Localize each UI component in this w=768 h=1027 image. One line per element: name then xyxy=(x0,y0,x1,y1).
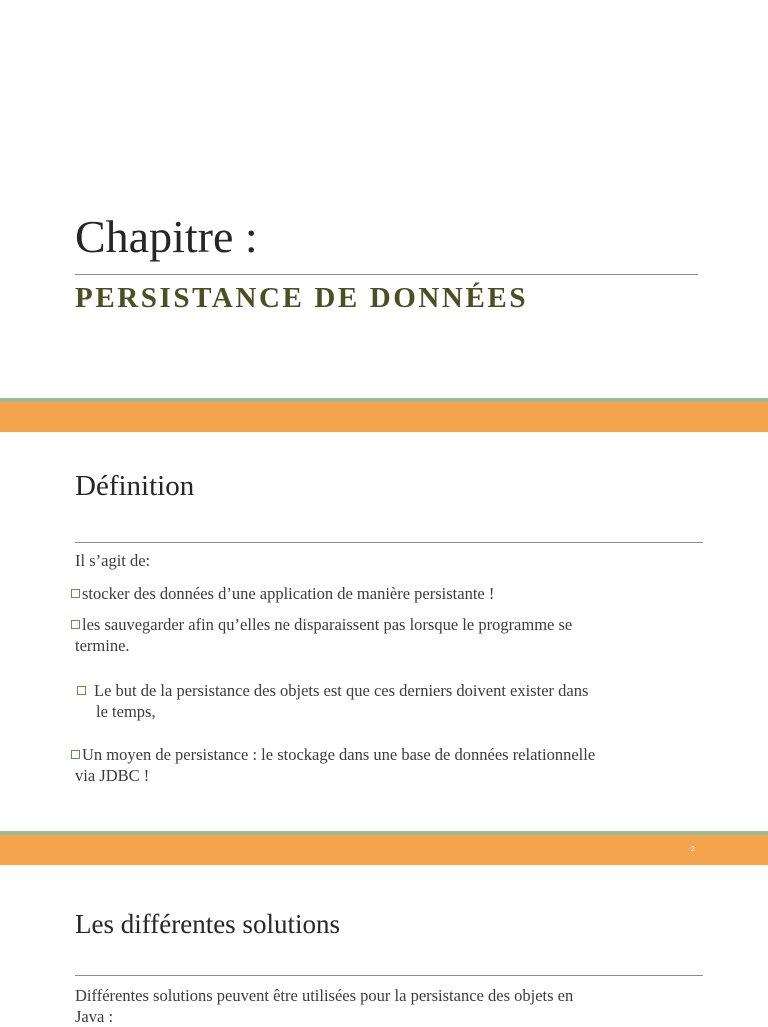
definition-heading: Définition xyxy=(75,470,195,502)
chapter-title: Chapitre : xyxy=(75,211,258,262)
solutions-heading: Les différentes solutions xyxy=(75,909,340,939)
list-item-text: Le but de la persistance des objets est que ces derniers doivent exister dans xyxy=(94,681,589,700)
list-item-continuation: via JDBC ! xyxy=(75,766,150,785)
chapter-subtitle: PERSISTANCE DE DONNÉES xyxy=(75,282,529,314)
checkbox-square-icon xyxy=(77,686,86,695)
solutions-body-line: Java : xyxy=(75,1007,114,1026)
list-item xyxy=(71,583,494,604)
title-divider xyxy=(75,274,698,275)
definition-divider xyxy=(75,542,703,543)
slide-separator-band xyxy=(0,402,768,432)
checkbox-square-icon xyxy=(71,750,80,759)
list-item-continuation: le temps, xyxy=(96,702,156,721)
list-item-text: stocker des données d’une application de manière persistante ! xyxy=(82,584,495,603)
checkbox-square-icon xyxy=(71,589,80,598)
list-item xyxy=(71,614,572,635)
page-number: 2 xyxy=(691,846,695,853)
solutions-body-line: Différentes solutions peuvent être utilisées pour la persistance des objets en xyxy=(75,986,574,1005)
list-item-text: Un moyen de persistance : le stockage dans une base de données relationnelle xyxy=(82,745,596,764)
list-item-text: les sauvegarder afin qu’elles ne disparaissent pas lorsque le programme se xyxy=(82,615,573,634)
checkbox-square-icon xyxy=(71,620,80,629)
solutions-divider xyxy=(75,975,703,976)
list-item-continuation: termine. xyxy=(75,636,130,655)
list-item xyxy=(77,680,588,701)
list-item xyxy=(71,744,595,765)
slide-separator-band xyxy=(0,835,768,865)
definition-intro: Il s’agit de: xyxy=(75,551,151,570)
